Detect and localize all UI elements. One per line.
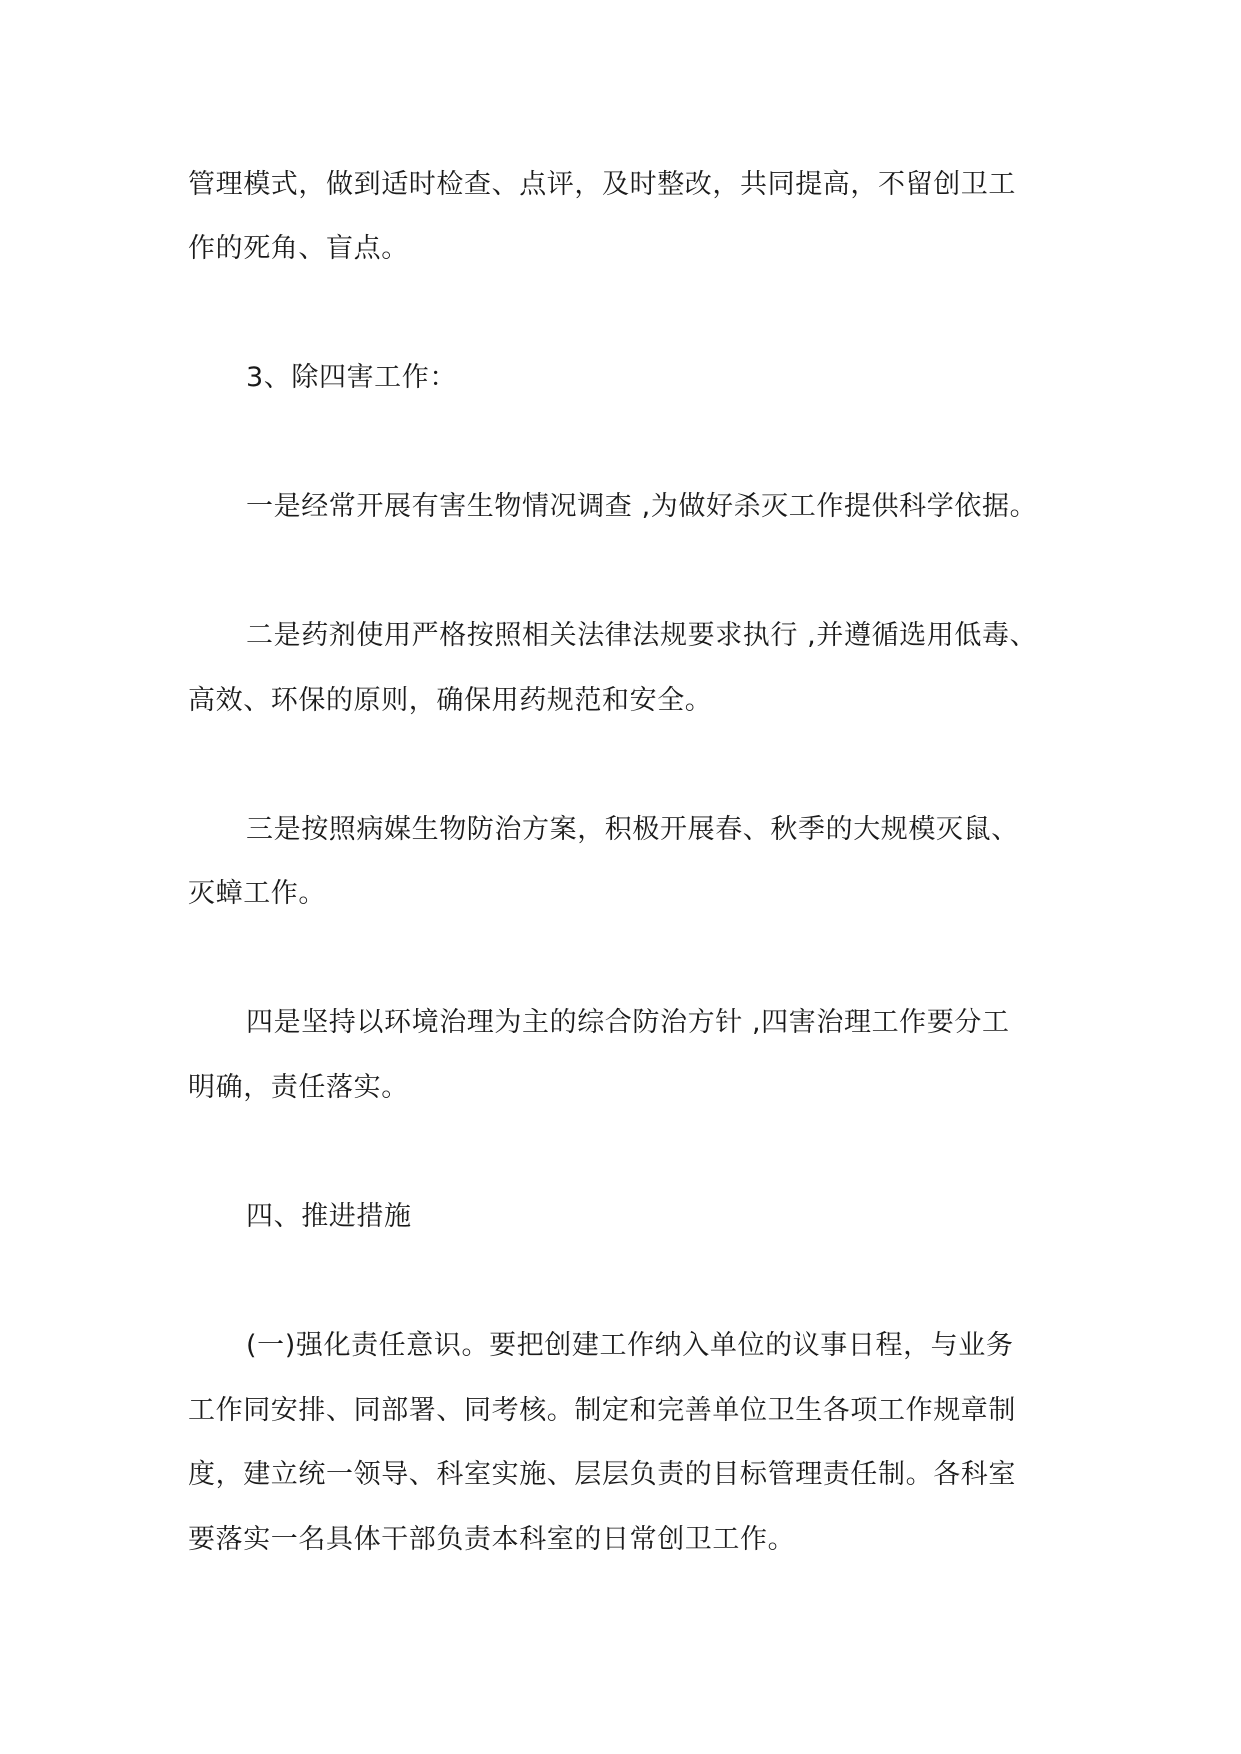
body-text-line: 管理模式，做到适时检查、点评，及时整改，共同提高，不留创卫工 (188, 169, 1016, 200)
body-text-line: 三是按照病媒生物防治方案，积极开展春、秋季的大规模灭鼠、 (246, 814, 1019, 845)
body-text-line: 二是药剂使用严格按照相关法律法规要求执行 ,并遵循选用低毒、 (246, 620, 1038, 651)
body-text-line: 高效、环保的原则，确保用药规范和安全。 (188, 685, 713, 716)
body-text-line: 作的死角、盲点。 (188, 233, 409, 264)
body-text-line: 工作同安排、同部署、同考核。制定和完善单位卫生各项工作规章制 (188, 1395, 1016, 1426)
section-heading: 3、除四害工作： (246, 362, 457, 393)
body-text-line: 明确，责任落实。 (188, 1072, 409, 1103)
body-text-line: 四是坚持以环境治理为主的综合防治方针 ,四害治理工作要分工 (246, 1007, 1010, 1038)
body-text-line: 灭蟑工作。 (188, 878, 326, 909)
body-text-line: 一是经常开展有害生物情况调查 ,为做好杀灭工作提供科学依据。 (246, 491, 1038, 522)
body-text-line: 要落实一名具体干部负责本科室的日常创卫工作。 (188, 1524, 796, 1555)
section-heading: 四、推进措施 (246, 1201, 412, 1232)
body-text-line: (一)强化责任意识。要把创建工作纳入单位的议事日程，与业务 (246, 1330, 1014, 1361)
body-text-line: 度，建立统一领导、科室实施、层层负责的目标管理责任制。各科室 (188, 1459, 1016, 1490)
